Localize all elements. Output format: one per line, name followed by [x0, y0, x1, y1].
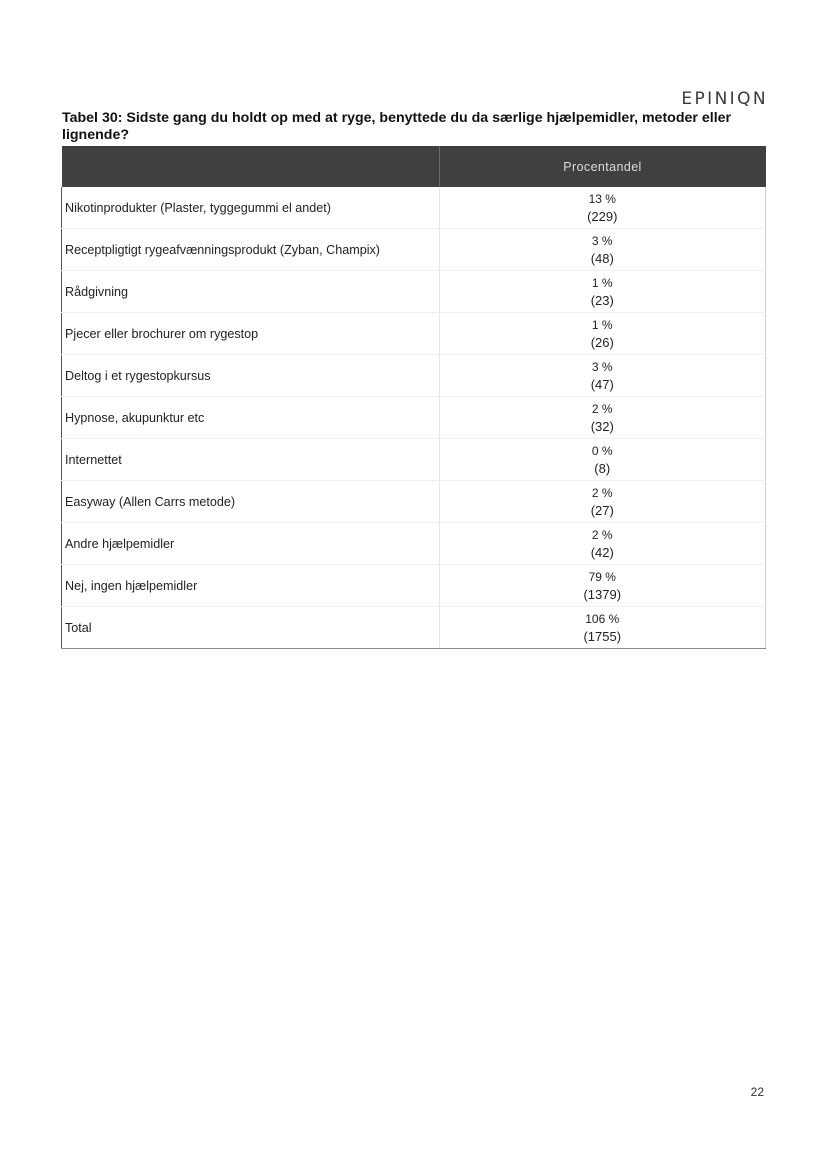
row-count: (1379)	[583, 587, 622, 602]
table-title: Tabel 30: Sidste gang du holdt op med at ryge, benyttede du da særlige hjælpemidler, metoder eller lignende?	[62, 110, 732, 143]
row-percent: 2 %	[591, 402, 613, 416]
row-count: (8)	[594, 461, 611, 476]
row-value-cell	[439, 271, 766, 313]
row-value-cell	[439, 187, 766, 229]
row-count: (27)	[590, 503, 614, 518]
row-percent: 3 %	[591, 234, 613, 248]
row-count: (42)	[590, 545, 614, 560]
row-value-cell	[439, 313, 766, 355]
row-label: Total	[62, 607, 440, 649]
table-row	[62, 271, 766, 313]
row-label: Nikotinprodukter (Plaster, tyggegummi el andet)	[62, 187, 440, 229]
row-label: Rådgivning	[62, 271, 440, 313]
row-value-cell	[439, 355, 766, 397]
table-row	[62, 313, 766, 355]
row-count: (23)	[590, 293, 614, 308]
row-value-cell	[439, 565, 766, 607]
column-header-procentandel: Procentandel	[439, 146, 766, 187]
row-count: (229)	[587, 209, 618, 224]
row-label: Receptpligtigt rygeafvænningsprodukt (Zyban, Champix)	[62, 229, 440, 271]
row-value-cell	[439, 229, 766, 271]
table-row	[62, 439, 766, 481]
row-value-cell	[439, 481, 766, 523]
row-label: Andre hjælpemidler	[62, 523, 440, 565]
table-row	[62, 565, 766, 607]
table-row	[62, 355, 766, 397]
table-body	[62, 187, 766, 649]
table-row	[62, 523, 766, 565]
row-label: Pjecer eller brochurer om rygestop	[62, 313, 440, 355]
row-label: Nej, ingen hjælpemidler	[62, 565, 440, 607]
row-percent: 106 %	[585, 612, 620, 626]
row-label: Internettet	[62, 439, 440, 481]
row-value-cell	[439, 397, 766, 439]
epinion-logo: EPINIQN	[681, 89, 768, 109]
row-count: (47)	[590, 377, 614, 392]
row-count: (32)	[590, 419, 614, 434]
row-value-cell	[439, 607, 766, 649]
row-count: (26)	[590, 335, 614, 350]
row-percent: 0 %	[591, 444, 613, 458]
row-percent: 2 %	[591, 528, 613, 542]
row-count: (48)	[590, 251, 614, 266]
row-percent: 2 %	[591, 486, 613, 500]
table-row	[62, 481, 766, 523]
row-percent: 3 %	[591, 360, 613, 374]
row-percent: 1 %	[591, 276, 613, 290]
row-count: (1755)	[583, 629, 622, 644]
table-row	[62, 607, 766, 649]
row-percent: 79 %	[588, 570, 616, 584]
results-table	[61, 146, 766, 649]
table-header-row	[62, 146, 766, 187]
row-value-cell	[439, 523, 766, 565]
row-value-cell	[439, 439, 766, 481]
row-label: Hypnose, akupunktur etc	[62, 397, 440, 439]
table-row	[62, 187, 766, 229]
table-row	[62, 229, 766, 271]
row-label: Deltog i et rygestopkursus	[62, 355, 440, 397]
row-percent: 1 %	[591, 318, 613, 332]
table-row	[62, 397, 766, 439]
header-blank-cell	[62, 146, 440, 187]
row-label: Easyway (Allen Carrs metode)	[62, 481, 440, 523]
page-number: 22	[750, 1085, 764, 1099]
row-percent: 13 %	[588, 192, 616, 206]
